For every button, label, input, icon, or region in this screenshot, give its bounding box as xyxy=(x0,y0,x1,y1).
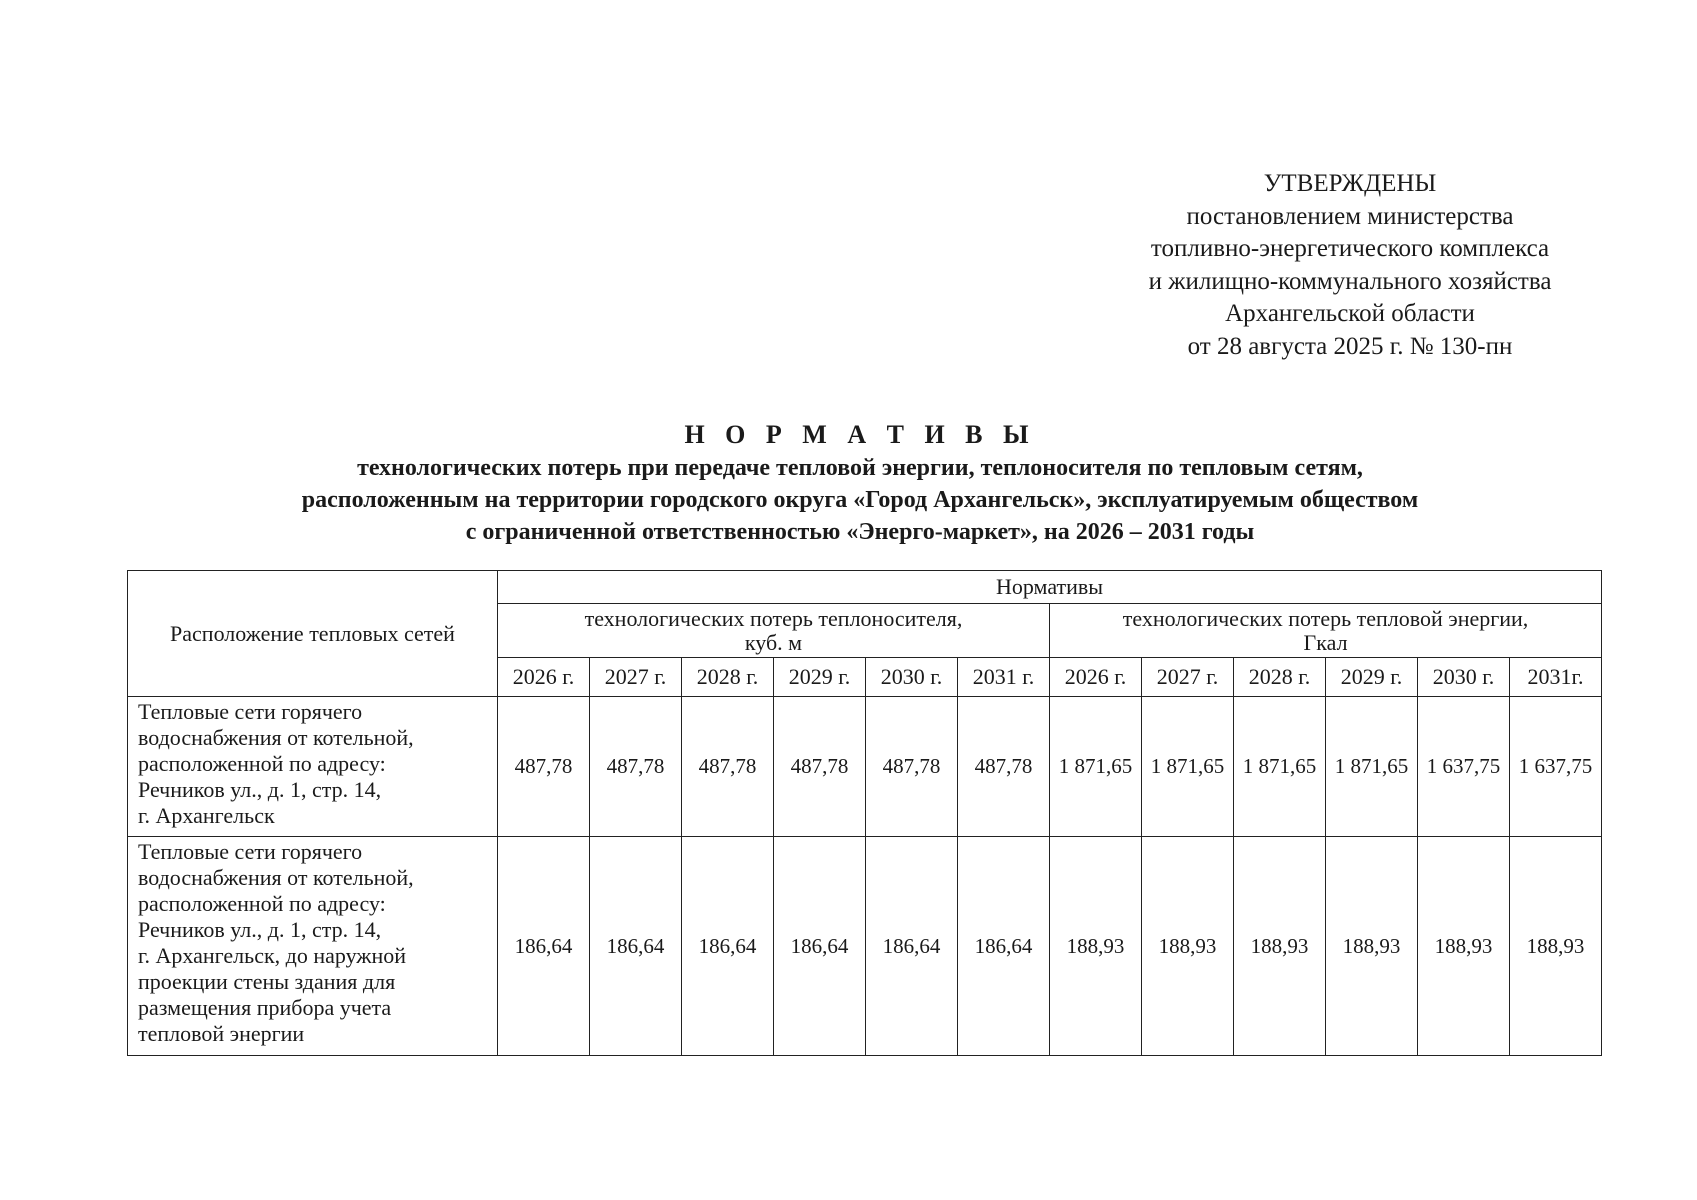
approval-line: от 28 августа 2025 г. № 130-пн xyxy=(1187,332,1513,360)
value-cell: 487,78 xyxy=(774,697,866,837)
approval-line: Архангельской области xyxy=(1225,300,1475,327)
value-cell: 186,64 xyxy=(682,837,774,1056)
value-cell: 1 637,75 xyxy=(1418,697,1510,837)
value-cell: 188,93 xyxy=(1234,837,1326,1056)
value-cell: 188,93 xyxy=(1050,837,1142,1056)
norms-table xyxy=(127,570,1602,1056)
year-header: 2028 г. xyxy=(682,658,774,697)
title-main: Н О Р М А Т И В Ы xyxy=(684,420,1036,449)
location-line: тепловой энергии xyxy=(138,1021,305,1046)
approval-block xyxy=(1110,168,1590,363)
table-row xyxy=(128,837,1602,1056)
value-cell: 487,78 xyxy=(498,697,590,837)
location-line: проекции стены здания для xyxy=(138,969,396,994)
location-line: размещения прибора учета xyxy=(138,995,392,1020)
value-cell: 186,64 xyxy=(866,837,958,1056)
year-header: 2026 г. xyxy=(498,658,590,697)
value-cell: 186,64 xyxy=(498,837,590,1056)
year-header: 2029 г. xyxy=(1326,658,1418,697)
table-row xyxy=(128,697,1602,837)
location-line: г. Архангельск xyxy=(138,803,275,828)
approval-line: топливно-энергетического комплекса xyxy=(1150,235,1550,262)
location-line: г. Архангельск, до наружной xyxy=(138,943,407,968)
year-header: 2031г. xyxy=(1510,658,1602,697)
value-cell: 188,93 xyxy=(1326,837,1418,1056)
year-header: 2026 г. xyxy=(1050,658,1142,697)
document-title xyxy=(120,418,1600,548)
location-line: Тепловые сети горячего xyxy=(138,839,363,864)
title-line: расположенным на территории городского округа «Город Архангельск», эксплуатируемым обществом xyxy=(301,487,1419,513)
value-cell: 188,93 xyxy=(1510,837,1602,1056)
value-cell: 1 871,65 xyxy=(1326,697,1418,837)
approval-line: УТВЕРЖДЕНЫ xyxy=(1263,170,1437,197)
value-cell: 487,78 xyxy=(590,697,682,837)
location-cell xyxy=(128,837,498,1056)
header-line: технологических потерь теплоносителя, xyxy=(584,605,963,631)
value-cell: 186,64 xyxy=(774,837,866,1056)
value-cell: 487,78 xyxy=(958,697,1050,837)
value-cell: 1 871,65 xyxy=(1234,697,1326,837)
location-line: расположенной по адресу: xyxy=(138,751,386,776)
year-header: 2028 г. xyxy=(1234,658,1326,697)
title-line: с ограниченной ответственностью «Энерго-маркет», на 2026 – 2031 годы xyxy=(465,519,1255,545)
location-line: Речников ул., д. 1, стр. 14, xyxy=(138,917,382,942)
heat-losses-header xyxy=(1050,604,1602,658)
year-header: 2027 г. xyxy=(1142,658,1234,697)
norms-header: Нормативы xyxy=(498,571,1602,604)
value-cell: 188,93 xyxy=(1418,837,1510,1056)
value-cell: 1 871,65 xyxy=(1050,697,1142,837)
year-header: 2029 г. xyxy=(774,658,866,697)
value-cell: 188,93 xyxy=(1142,837,1234,1056)
location-header: Расположение тепловых сетей xyxy=(128,571,498,697)
location-line: расположенной по адресу: xyxy=(138,891,386,916)
value-cell: 1 871,65 xyxy=(1142,697,1234,837)
value-cell: 1 637,75 xyxy=(1510,697,1602,837)
approval-line: и жилищно-коммунального хозяйства xyxy=(1148,267,1552,295)
location-line: Тепловые сети горячего xyxy=(138,699,363,724)
header-line: технологических потерь тепловой энергии, xyxy=(1122,605,1529,631)
value-cell: 186,64 xyxy=(958,837,1050,1056)
approval-line: постановлением министерства xyxy=(1186,202,1514,230)
year-header: 2027 г. xyxy=(590,658,682,697)
location-line: Речников ул., д. 1, стр. 14, xyxy=(138,777,382,802)
year-header: 2030 г. xyxy=(866,658,958,697)
title-line: технологических потерь при передаче тепловой энергии, теплоносителя по тепловым сетям, xyxy=(357,455,1363,481)
value-cell: 487,78 xyxy=(682,697,774,837)
coolant-losses-header xyxy=(498,604,1050,658)
location-line: водоснабжения от котельной, xyxy=(138,725,414,750)
year-header: 2031 г. xyxy=(958,658,1050,697)
value-cell: 487,78 xyxy=(866,697,958,837)
header-line: Гкал xyxy=(1303,629,1348,655)
year-header: 2030 г. xyxy=(1418,658,1510,697)
location-cell xyxy=(128,697,498,837)
header-line: куб. м xyxy=(744,629,803,655)
value-cell: 186,64 xyxy=(590,837,682,1056)
header-row-norms xyxy=(128,571,1602,604)
location-line: водоснабжения от котельной, xyxy=(138,865,414,890)
